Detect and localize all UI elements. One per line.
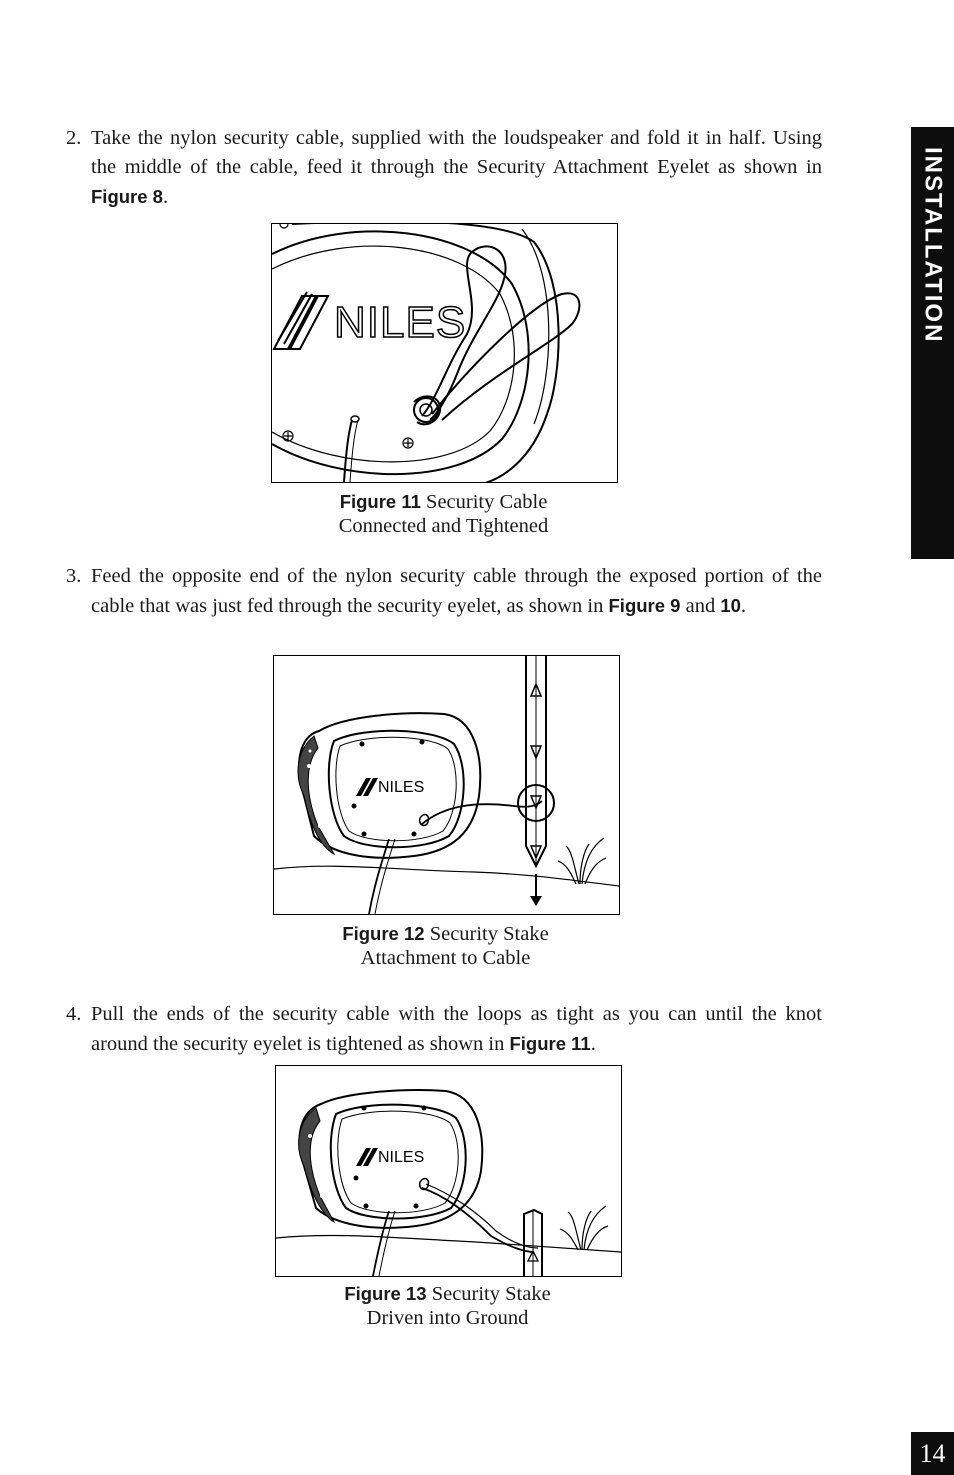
- figure-13-caption: [275, 1282, 620, 1330]
- figure-title: Security Stake: [431, 1283, 551, 1305]
- figure-reference: Figure 8: [91, 186, 163, 207]
- figure-11-caption: [271, 490, 616, 538]
- step-text: Take the nylon security cable, supplied with the loudspeaker and fold it in half. Using the middle of the cable, feed it through the Security Attachment Eyelet as shown in Figure 8.: [91, 127, 822, 208]
- step-number: 4.: [66, 1003, 82, 1025]
- figure-subtitle: Driven into Ground: [366, 1307, 529, 1329]
- step-4: [66, 1000, 822, 1059]
- figure-13-illustration: [275, 1065, 622, 1277]
- figure-label: Figure 13: [344, 1283, 427, 1304]
- section-tab-label: INSTALLATION: [919, 147, 947, 344]
- figure-label: Figure 12: [342, 923, 425, 944]
- page-number: 14: [911, 1432, 954, 1475]
- figure-subtitle: Attachment to Cable: [360, 947, 531, 969]
- step-number: 3.: [66, 565, 82, 587]
- step-text: Pull the ends of the security cable with the loops as tight as you can until the knot around the security eyelet is tightened as shown in Figure 11.: [91, 1003, 822, 1055]
- figure-12-caption: [273, 922, 618, 970]
- figure-subtitle: Connected and Tightened: [338, 515, 549, 537]
- niles-logo: NILES: [378, 1149, 425, 1166]
- figure-12-illustration: [273, 655, 620, 915]
- figure-reference: Figure 11: [509, 1033, 591, 1054]
- figure-title: Security Stake: [429, 923, 549, 945]
- step-3: [66, 562, 822, 621]
- step-2: [66, 124, 822, 212]
- figure-reference: Figure 9: [608, 595, 681, 616]
- figure-11-illustration: [271, 223, 618, 483]
- section-tab: [911, 127, 954, 559]
- figure-reference: 10: [720, 595, 741, 616]
- step-number: 2.: [66, 127, 82, 149]
- figure-label: Figure 11: [339, 491, 421, 512]
- niles-logo: NILES: [378, 779, 425, 796]
- niles-logo: NILES: [334, 298, 467, 347]
- step-text: Feed the opposite end of the nylon security cable through the exposed portion of the cable that was just fed through the security eyelet, as shown in Figure 9 and 10.: [91, 565, 822, 617]
- figure-title: Security Cable: [426, 491, 548, 513]
